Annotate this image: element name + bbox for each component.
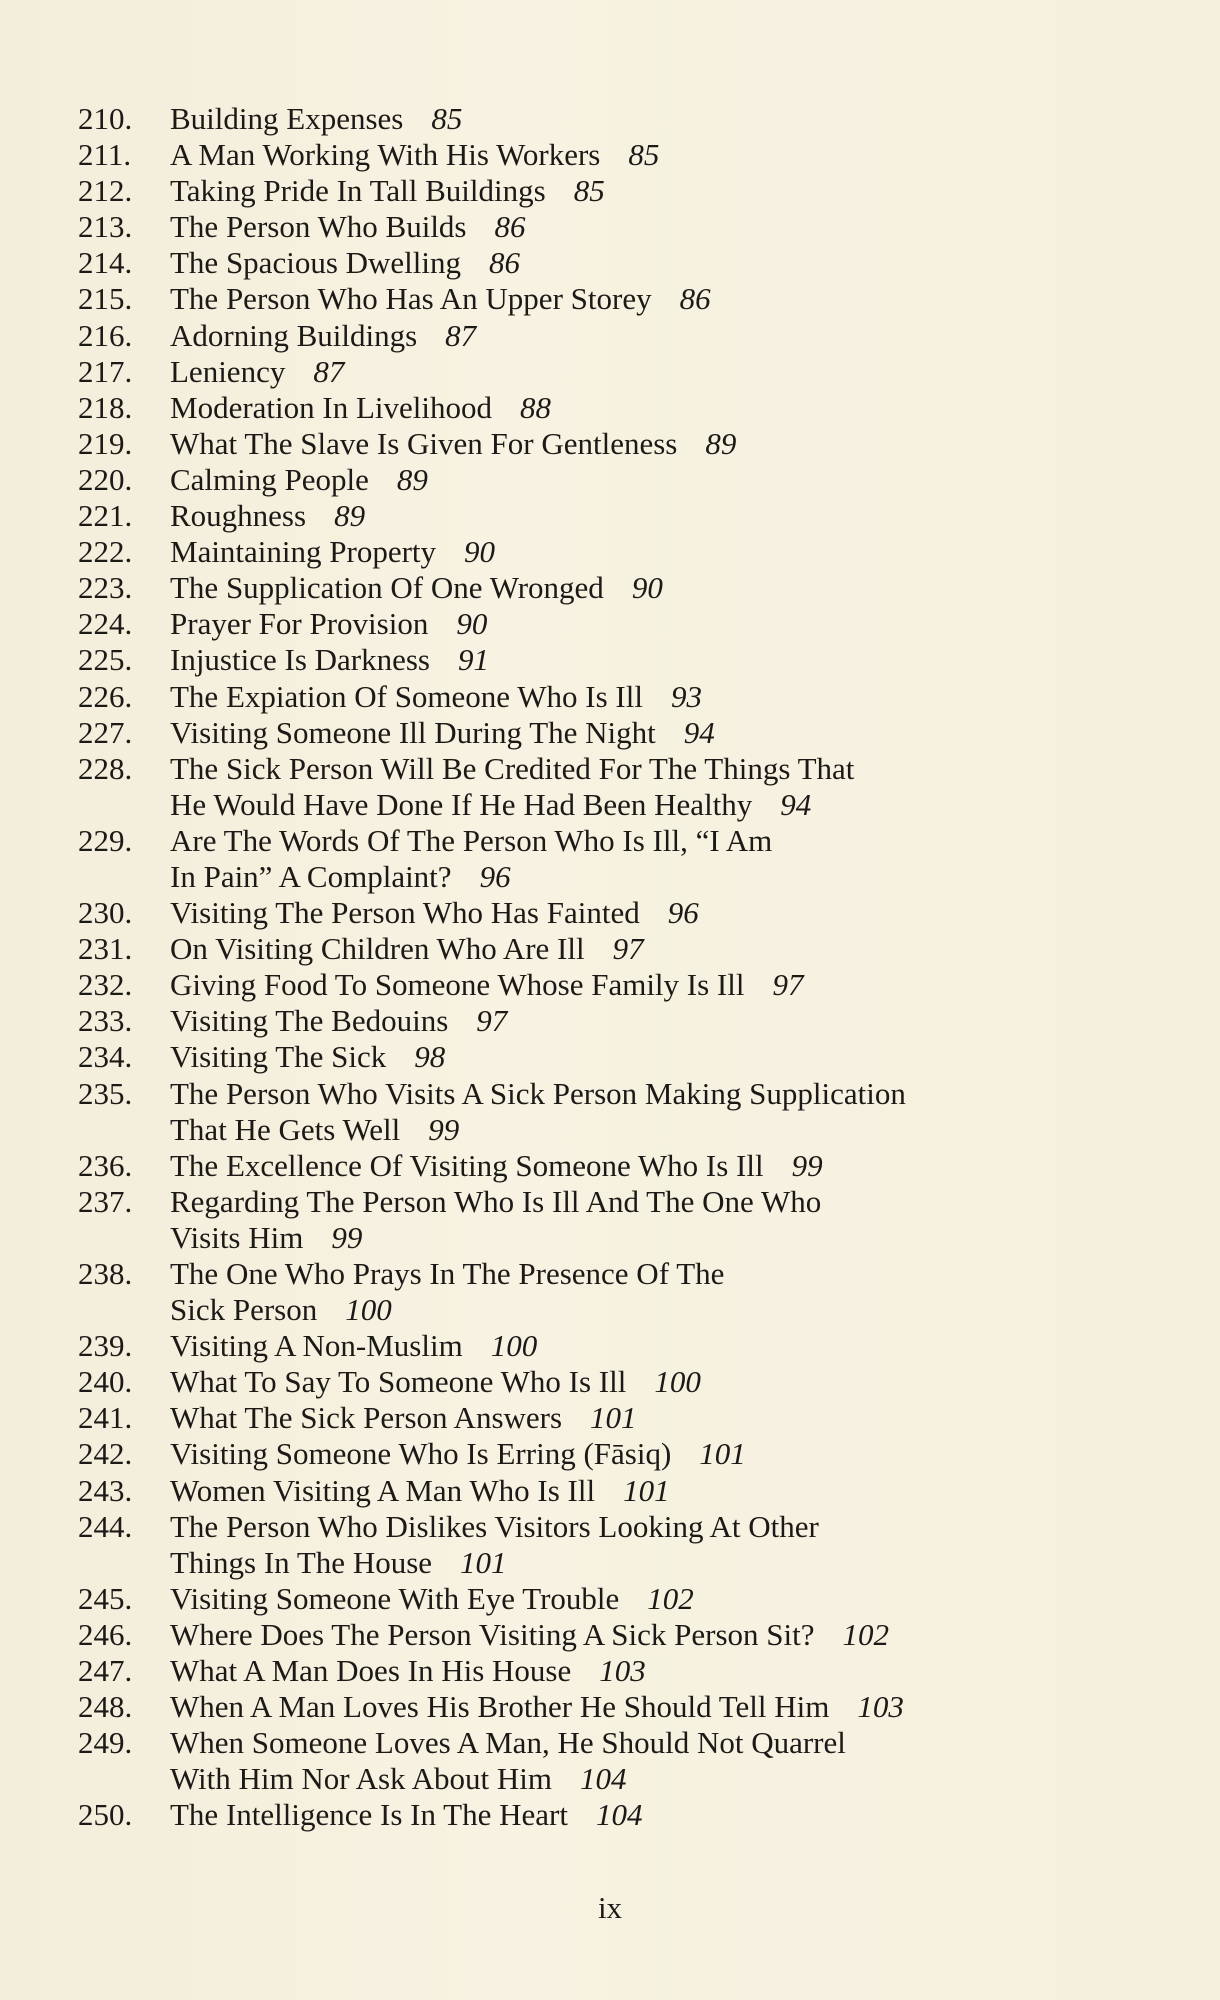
entry-title: [170, 606, 1070, 642]
entry-title-line: [170, 534, 1070, 570]
entry-title-text: In Pain” A Complaint?: [170, 858, 452, 894]
toc-entry: [0, 462, 1220, 498]
toc-entry: [0, 281, 1220, 317]
entry-title-line: [170, 859, 1070, 895]
entry-title-text: Moderation In Livelihood: [170, 389, 492, 425]
entry-number: 214.: [78, 245, 133, 281]
entry-page-number: 94: [780, 786, 812, 822]
entry-number: 223.: [78, 570, 133, 606]
toc-entry: [0, 1653, 1220, 1689]
entry-title: [170, 1689, 1070, 1725]
entry-title: [170, 1256, 1070, 1328]
entry-title-text: Taking Pride In Tall Buildings: [170, 173, 546, 209]
toc-entry: [0, 1148, 1220, 1184]
entry-title: [170, 1076, 1070, 1148]
entry-title: [170, 1436, 1070, 1472]
entry-title-line: [170, 1509, 1070, 1545]
entry-title-line: [170, 245, 1070, 281]
entry-number: 249.: [78, 1725, 133, 1761]
entry-title-text: The Person Who Visits A Sick Person Making Supplication: [170, 1075, 906, 1111]
entry-number: 221.: [78, 498, 133, 534]
entry-title-line: [170, 1473, 1070, 1509]
entry-number: 240.: [78, 1364, 133, 1400]
entry-title-text: The Excellence Of Visiting Someone Who Is Ill: [170, 1147, 764, 1183]
entry-number: 230.: [78, 895, 133, 931]
entry-title-text: The Intelligence Is In The Heart: [170, 1797, 568, 1833]
entry-title-line: [170, 137, 1070, 173]
table-of-contents: [0, 101, 1220, 1834]
toc-entry: [0, 137, 1220, 173]
toc-entry: [0, 751, 1220, 823]
entry-title-text: Visiting A Non-Muslim: [170, 1328, 463, 1364]
entry-page-number: 99: [331, 1219, 363, 1255]
entry-number: 222.: [78, 534, 133, 570]
entry-title: [170, 895, 1070, 931]
entry-title-text: The Supplication Of One Wronged: [170, 570, 604, 606]
entry-title-text: What To Say To Someone Who Is Ill: [170, 1364, 627, 1400]
entry-title: [170, 1473, 1070, 1509]
toc-entry: [0, 967, 1220, 1003]
entry-number: 213.: [78, 209, 133, 245]
entry-title-line: [170, 1220, 1070, 1256]
toc-entry: [0, 1689, 1220, 1725]
entry-title-line: [170, 679, 1070, 715]
entry-page-number: 100: [345, 1292, 392, 1328]
toc-entry: [0, 318, 1220, 354]
entry-title-text: The Sick Person Will Be Credited For The Things That: [170, 750, 855, 786]
entry-title-line: [170, 1545, 1070, 1581]
entry-title: [170, 354, 1070, 390]
entry-title: [170, 1328, 1070, 1364]
toc-entry: [0, 1400, 1220, 1436]
entry-page-number: 100: [490, 1328, 538, 1364]
entry-number: 243.: [78, 1472, 133, 1508]
entry-page-number: 91: [458, 642, 489, 678]
entry-page-number: 90: [456, 606, 488, 642]
entry-title: [170, 679, 1070, 715]
entry-title: [170, 1039, 1070, 1075]
entry-title-text: What The Sick Person Answers: [170, 1400, 563, 1436]
entry-title: [170, 1184, 1070, 1256]
entry-title: [170, 1148, 1070, 1184]
entry-number: 236.: [78, 1147, 133, 1183]
entry-title-text: When A Man Loves His Brother He Should Tell Him: [170, 1689, 830, 1725]
entry-number: 239.: [78, 1328, 133, 1364]
toc-entry: [0, 173, 1220, 209]
entry-number: 224.: [78, 606, 133, 642]
entry-title: [170, 1509, 1070, 1581]
entry-number: 234.: [78, 1039, 133, 1075]
toc-entry: [0, 1581, 1220, 1617]
entry-title-line: [170, 1436, 1070, 1472]
entry-title-line: [170, 1581, 1070, 1617]
entry-title: [170, 245, 1070, 281]
page-number: ix: [597, 1890, 623, 1925]
entry-title-text: Giving Food To Someone Whose Family Is Ill: [170, 967, 745, 1003]
entry-title-text: That He Gets Well: [170, 1111, 401, 1147]
toc-entry: [0, 209, 1220, 245]
entry-page-number: 97: [612, 931, 644, 967]
toc-entry: [0, 1076, 1220, 1148]
toc-entry: [0, 1256, 1220, 1328]
entry-title-text: When Someone Loves A Man, He Should Not Quarrel: [170, 1725, 846, 1761]
toc-entry: [0, 715, 1220, 751]
entry-page-number: 87: [445, 317, 477, 353]
toc-entry: [0, 1039, 1220, 1075]
toc-entry: [0, 426, 1220, 462]
toc-entry: [0, 534, 1220, 570]
entry-page-number: 101: [623, 1472, 670, 1508]
entry-page-number: 103: [599, 1653, 646, 1689]
entry-title-line: [170, 1292, 1070, 1328]
entry-title-text: The Person Who Has An Upper Storey: [170, 281, 652, 317]
entry-title-line: [170, 1653, 1070, 1689]
entry-title-line: [170, 462, 1070, 498]
entry-title-line: [170, 1184, 1070, 1220]
entry-number: 210.: [78, 101, 133, 136]
entry-title-text: The Person Who Dislikes Visitors Looking At Other: [170, 1508, 819, 1544]
toc-entry: [0, 354, 1220, 390]
entry-page-number: 89: [705, 425, 737, 461]
entry-title-line: [170, 570, 1070, 606]
entry-title-text: Injustice Is Darkness: [170, 642, 430, 678]
entry-number: 229.: [78, 822, 133, 858]
entry-page-number: 93: [670, 678, 702, 714]
entry-title-line: [170, 318, 1070, 354]
entry-title-line: [170, 1039, 1070, 1075]
entry-page-number: 97: [476, 1003, 508, 1039]
entry-number: 233.: [78, 1003, 133, 1039]
entry-page-number: 90: [631, 570, 663, 606]
entry-title-line: [170, 1256, 1070, 1292]
entry-page-number: 89: [334, 498, 366, 534]
toc-entry: [0, 245, 1220, 281]
entry-number: 225.: [78, 642, 133, 678]
entry-number: 248.: [78, 1689, 133, 1725]
entry-title-text: With Him Nor Ask About Him: [170, 1761, 552, 1797]
entry-number: 218.: [78, 389, 133, 425]
entry-title-line: [170, 606, 1070, 642]
entry-title-text: The Person Who Builds: [170, 209, 467, 245]
entry-title-text: Maintaining Property: [170, 534, 437, 570]
entry-title-text: Things In The House: [170, 1544, 433, 1580]
entry-number: 215.: [78, 281, 133, 317]
entry-title-text: He Would Have Done If He Had Been Healthy: [170, 786, 753, 822]
entry-title-line: [170, 895, 1070, 931]
entry-page-number: 102: [842, 1616, 890, 1652]
toc-entry: [0, 1725, 1220, 1797]
entry-number: 235.: [78, 1075, 133, 1111]
entry-page-number: 85: [573, 173, 605, 209]
toc-entry: [0, 1003, 1220, 1039]
entry-title-line: [170, 173, 1070, 209]
entry-title-text: What The Slave Is Given For Gentleness: [170, 425, 678, 461]
entry-number: 227.: [78, 714, 133, 750]
entry-title: [170, 1797, 1070, 1833]
entry-title: [170, 390, 1070, 426]
entry-page-number: 98: [414, 1039, 446, 1075]
entry-number: 246.: [78, 1616, 133, 1652]
entry-title-text: Visiting The Bedouins: [170, 1003, 449, 1039]
entry-number: 216.: [78, 317, 133, 353]
entry-title: [170, 823, 1070, 895]
entry-title-line: [170, 1400, 1070, 1436]
entry-title-text: Calming People: [170, 461, 369, 497]
entry-title: [170, 1653, 1070, 1689]
toc-entry: [0, 1436, 1220, 1472]
entry-number: 250.: [78, 1797, 133, 1833]
entry-number: 241.: [78, 1400, 133, 1436]
entry-page-number: 101: [699, 1436, 746, 1472]
toc-entry: [0, 1797, 1220, 1833]
entry-page-number: 85: [431, 101, 463, 136]
entry-title-line: [170, 209, 1070, 245]
entry-title-line: [170, 1328, 1070, 1364]
toc-entry: [0, 1509, 1220, 1581]
entry-number: 244.: [78, 1508, 133, 1544]
entry-number: 247.: [78, 1653, 133, 1689]
entry-title-line: [170, 1112, 1070, 1148]
entry-title: [170, 931, 1070, 967]
toc-entry: [0, 1617, 1220, 1653]
entry-title-line: [170, 787, 1070, 823]
entry-title-line: [170, 281, 1070, 317]
toc-entry: [0, 101, 1220, 137]
entry-title-line: [170, 823, 1070, 859]
entry-title-text: Visiting Someone Who Is Erring (Fāsiq): [170, 1436, 672, 1472]
entry-title-text: Roughness: [170, 498, 307, 534]
toc-entry: [0, 570, 1220, 606]
entry-number: 212.: [78, 173, 133, 209]
entry-page-number: 101: [590, 1400, 637, 1436]
entry-title: [170, 1725, 1070, 1797]
entry-number: 237.: [78, 1183, 133, 1219]
entry-title: [170, 318, 1070, 354]
entry-title: [170, 642, 1070, 678]
entry-title-text: Visiting Someone Ill During The Night: [170, 714, 656, 750]
entry-title: [170, 1003, 1070, 1039]
entry-title-text: Leniency: [170, 353, 286, 389]
entry-number: 220.: [78, 461, 133, 497]
entry-number: 211.: [78, 137, 132, 173]
entry-page-number: 96: [667, 895, 699, 931]
entry-page-number: 87: [313, 353, 345, 389]
entry-title-text: Prayer For Provision: [170, 606, 429, 642]
entry-title-text: Visiting The Sick: [170, 1039, 387, 1075]
entry-title: [170, 534, 1070, 570]
entry-title: [170, 751, 1070, 823]
entry-title-line: [170, 426, 1070, 462]
entry-title-line: [170, 715, 1070, 751]
entry-number: 245.: [78, 1580, 133, 1616]
toc-entry: [0, 823, 1220, 895]
entry-page-number: 102: [647, 1580, 694, 1616]
entry-title-text: Where Does The Person Visiting A Sick Person Sit?: [170, 1616, 815, 1652]
entry-number: 231.: [78, 931, 133, 967]
entry-number: 242.: [78, 1436, 133, 1472]
entry-title: [170, 1617, 1070, 1653]
entry-title-line: [170, 1797, 1070, 1833]
toc-entry: [0, 390, 1220, 426]
entry-page-number: 104: [595, 1797, 643, 1833]
entry-page-number: 99: [791, 1147, 823, 1183]
entry-title: [170, 137, 1070, 173]
entry-page-number: 97: [772, 967, 804, 1003]
entry-page-number: 99: [428, 1111, 460, 1147]
toc-entry: [0, 679, 1220, 715]
entry-title: [170, 281, 1070, 317]
entry-page-number: 104: [579, 1761, 627, 1797]
entry-title: [170, 967, 1070, 1003]
entry-title: [170, 209, 1070, 245]
toc-entry: [0, 1364, 1220, 1400]
entry-number: 232.: [78, 967, 133, 1003]
entry-title-text: On Visiting Children Who Are Ill: [170, 931, 585, 967]
toc-entry: [0, 606, 1220, 642]
toc-entry: [0, 498, 1220, 534]
entry-page-number: 103: [857, 1689, 904, 1725]
entry-page-number: 89: [396, 461, 428, 497]
entry-page-number: 85: [628, 137, 660, 173]
entry-title: [170, 1581, 1070, 1617]
toc-entry: [0, 1184, 1220, 1256]
entry-number: 219.: [78, 425, 133, 461]
entry-title-text: Visits Him: [170, 1219, 304, 1255]
entry-title-text: The Expiation Of Someone Who Is Ill: [170, 678, 643, 714]
entry-title: [170, 426, 1070, 462]
entry-title-text: Visiting The Person Who Has Fainted: [170, 895, 640, 931]
entry-title-text: The One Who Prays In The Presence Of The: [170, 1256, 725, 1291]
toc-entry: [0, 1473, 1220, 1509]
entry-title-text: Women Visiting A Man Who Is Ill: [170, 1472, 596, 1508]
entry-page-number: 86: [489, 245, 521, 281]
entry-title-line: [170, 1364, 1070, 1400]
entry-page-number: 86: [679, 281, 711, 317]
entry-title: [170, 1400, 1070, 1436]
entry-title: [170, 462, 1070, 498]
entry-title-line: [170, 1725, 1070, 1761]
entry-page-number: 94: [683, 714, 715, 750]
entry-page-number: 88: [520, 389, 551, 425]
entry-title-line: [170, 1148, 1070, 1184]
entry-title-text: Adorning Buildings: [170, 317, 418, 353]
entry-title-text: Regarding The Person Who Is Ill And The One Who: [170, 1183, 822, 1219]
entry-title: [170, 498, 1070, 534]
entry-title: [170, 1364, 1070, 1400]
entry-title-line: [170, 390, 1070, 426]
entry-page-number: 86: [494, 209, 526, 245]
entry-title-line: [170, 1617, 1070, 1653]
entry-title-line: [170, 1076, 1070, 1112]
toc-entry: [0, 895, 1220, 931]
entry-title-text: The Spacious Dwelling: [170, 245, 462, 281]
entry-title-line: [170, 498, 1070, 534]
entry-title-text: Building Expenses: [170, 101, 404, 136]
entry-title-line: [170, 931, 1070, 967]
entry-title: [170, 715, 1070, 751]
entry-title-line: [170, 1689, 1070, 1725]
toc-entry: [0, 931, 1220, 967]
entry-number: 228.: [78, 750, 133, 786]
entry-title-line: [170, 101, 1070, 137]
entry-page-number: 101: [460, 1544, 507, 1580]
entry-title-text: A Man Working With His Workers: [170, 137, 601, 173]
toc-entry: [0, 1328, 1220, 1364]
entry-page-number: 100: [654, 1364, 701, 1400]
entry-number: 226.: [78, 678, 133, 714]
toc-entry: [0, 642, 1220, 678]
entry-title-line: [170, 967, 1070, 1003]
entry-title-line: [170, 1761, 1070, 1797]
entry-title-line: [170, 354, 1070, 390]
entry-title-text: Visiting Someone With Eye Trouble: [170, 1580, 620, 1616]
entry-title-line: [170, 751, 1070, 787]
entry-page-number: 90: [464, 534, 496, 570]
entry-title-text: Sick Person: [170, 1292, 318, 1328]
entry-title: [170, 101, 1070, 137]
entry-title: [170, 173, 1070, 209]
entry-title-line: [170, 642, 1070, 678]
entry-number: 238.: [78, 1256, 133, 1291]
entry-page-number: 96: [479, 858, 511, 894]
entry-title-text: What A Man Does In His House: [170, 1653, 572, 1689]
entry-title-text: Are The Words Of The Person Who Is Ill, “I Am: [170, 822, 773, 858]
entry-title-line: [170, 1003, 1070, 1039]
entry-title: [170, 570, 1070, 606]
entry-number: 217.: [78, 353, 133, 389]
